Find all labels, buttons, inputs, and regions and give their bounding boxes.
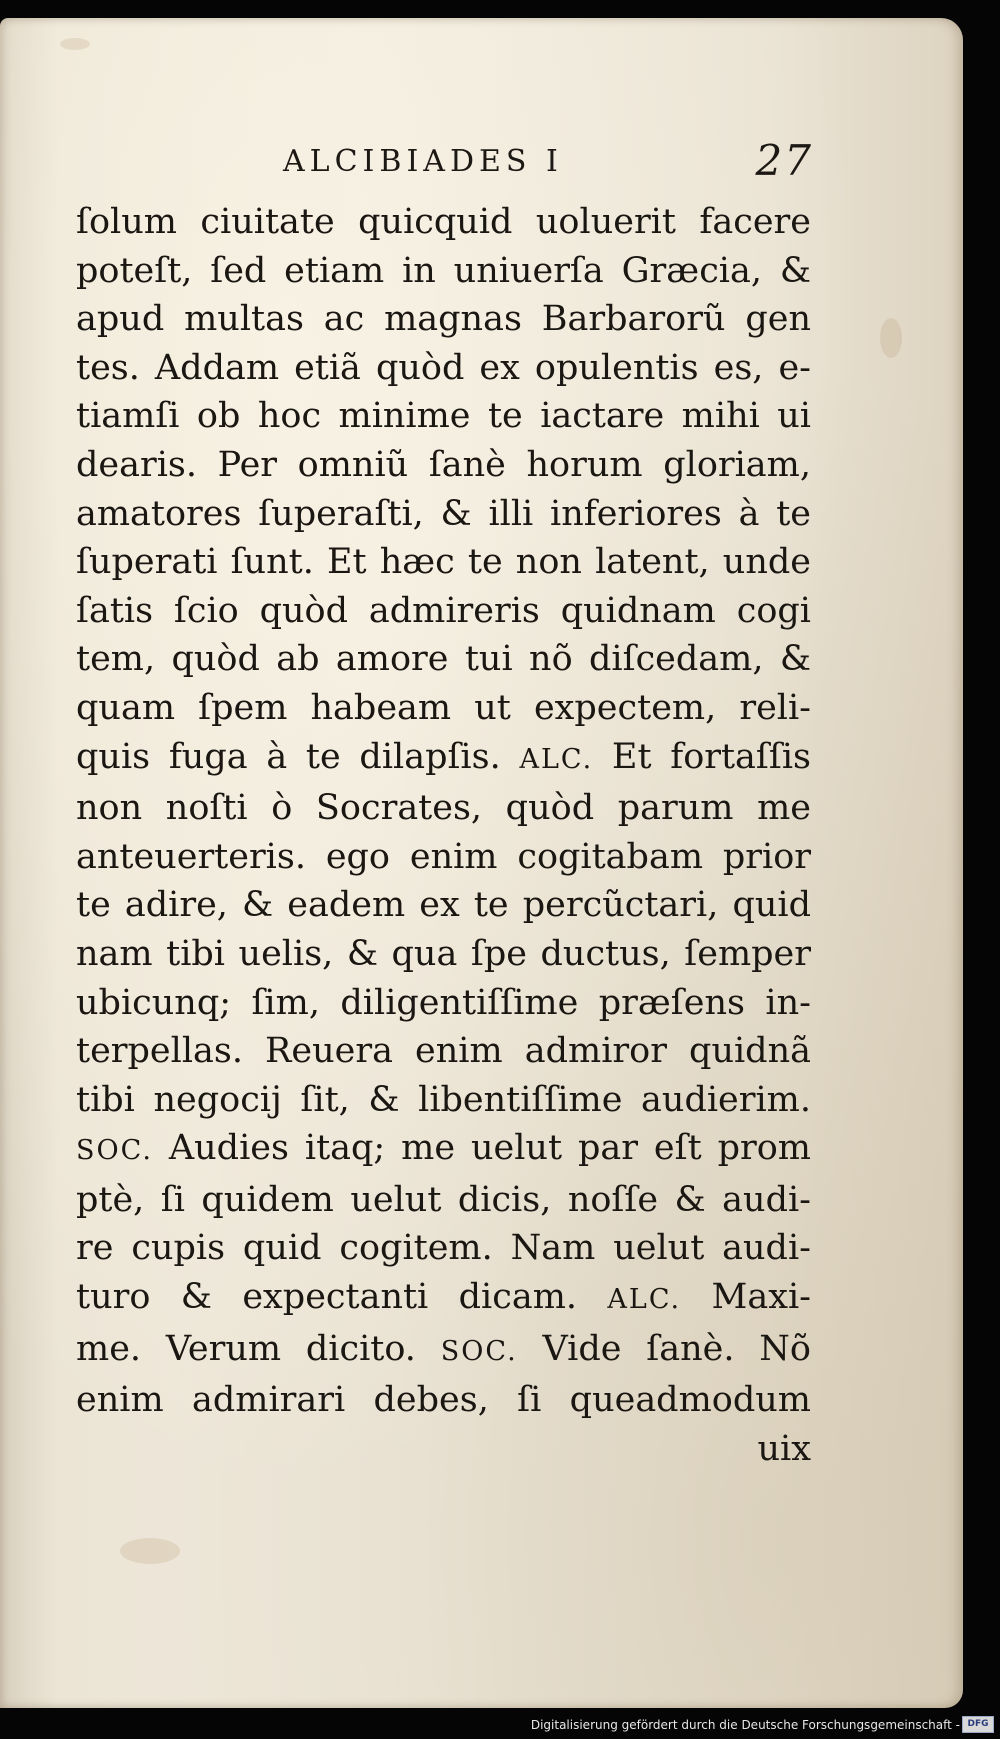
text-segment: ſatis ſcio quòd admireris quidnam cogi	[76, 590, 811, 631]
text-line	[76, 1273, 811, 1325]
text-segment: Vide ſanè. Nõ	[517, 1328, 812, 1369]
text-segment: uix	[757, 1428, 811, 1469]
running-title: ALCIBIADES I	[283, 144, 563, 179]
text-segment: dearis. Per omniũ ſanè horum gloriam,	[76, 444, 811, 485]
text-line	[76, 733, 811, 785]
text-line	[76, 344, 811, 393]
text-segment: non noſti ò Socrates, quòd parum me	[76, 788, 811, 829]
text-line	[76, 1376, 811, 1425]
paper-stain	[60, 38, 90, 50]
text-line	[76, 392, 811, 441]
text-line	[76, 1176, 811, 1225]
text-segment: nam tibi uelis, & qua ſpe ductus, ſemper	[76, 933, 811, 974]
text-line	[76, 1425, 811, 1474]
text-segment: turo & expectanti dicam.	[76, 1277, 608, 1318]
text-line	[76, 247, 811, 296]
paper-stain	[880, 318, 902, 358]
text-line	[76, 441, 811, 490]
text-segment: tibi negocij ſit, & libentiſſime audierim.	[76, 1079, 811, 1120]
text-segment: te adire, & eadem ex te percũctari, quid	[76, 885, 811, 926]
text-line	[76, 1076, 811, 1125]
text-line	[76, 587, 811, 636]
digitization-footer	[0, 1708, 1000, 1739]
text-segment: terpellas. Reuera enim admiror quidnã	[76, 1031, 811, 1072]
text-line	[76, 684, 811, 733]
text-line	[76, 295, 811, 344]
text-segment: me. Verum dicito.	[76, 1328, 441, 1369]
text-line	[76, 635, 811, 684]
text-segment: quis fuga à te dilapſis.	[76, 736, 520, 777]
speaker-label: ALC.	[607, 1284, 682, 1316]
text-segment: ptè, ſi quidem uelut dicis, noſſe & audi-	[76, 1179, 811, 1220]
body-text	[76, 198, 811, 1473]
text-segment: tem, quòd ab amore tui nõ diſcedam, &	[76, 639, 811, 680]
text-line	[76, 881, 811, 930]
text-segment: re cupis quid cogitem. Nam uelut audi-	[76, 1228, 811, 1269]
text-segment: anteuerteris. ego enim cogitabam prior	[76, 836, 811, 877]
funding-note: Digitalisierung gefördert durch die Deutsche Forschungsgemeinschaft -	[530, 1718, 960, 1732]
text-segment: Maxi-	[681, 1277, 811, 1318]
text-segment: Et fortaſſis	[593, 736, 811, 777]
text-segment: ſuperati ſunt. Et hæc te non latent, unde	[76, 542, 811, 583]
text-line	[76, 1325, 811, 1377]
text-line	[76, 1124, 811, 1176]
text-line	[76, 930, 811, 979]
text-segment: Audies itaq; me uelut par eſt prom	[152, 1128, 811, 1169]
text-segment: tes. Addam etiã quòd ex opulentis es, e-	[76, 347, 811, 388]
page-number: 27	[755, 136, 813, 185]
paper-stain	[120, 1538, 180, 1564]
text-line	[76, 1224, 811, 1273]
text-segment: amatores ſuperaſti, & illi inferiores à te	[76, 493, 811, 534]
text-line	[76, 784, 811, 833]
text-line	[76, 1027, 811, 1076]
text-segment: ſolum ciuitate quicquid uoluerit facere	[76, 202, 811, 242]
text-segment: tiamſi ob hoc minime te iactare mihi ui	[76, 396, 811, 437]
dfg-logo-icon: DFG	[962, 1716, 994, 1733]
book-page	[0, 18, 963, 1708]
speaker-label: ALC.	[519, 743, 594, 775]
text-segment: ubicunq; ſim, diligentiſſime præſens in-	[76, 982, 811, 1023]
page-header	[283, 136, 813, 184]
text-line	[76, 833, 811, 882]
text-segment: enim admirari debes, ſi queadmodum	[76, 1380, 811, 1421]
text-segment: apud multas ac magnas Barbarorũ gen	[76, 299, 811, 340]
text-segment: poteſt, ſed etiam in uniuerſa Græcia, &	[76, 250, 811, 291]
text-line	[76, 979, 811, 1028]
speaker-label: SOC.	[76, 1135, 153, 1167]
speaker-label: SOC.	[440, 1335, 518, 1367]
text-line	[76, 538, 811, 587]
text-line	[76, 490, 811, 539]
text-segment: quam ſpem habeam ut expectem, reli-	[76, 687, 811, 728]
text-line	[76, 198, 811, 247]
